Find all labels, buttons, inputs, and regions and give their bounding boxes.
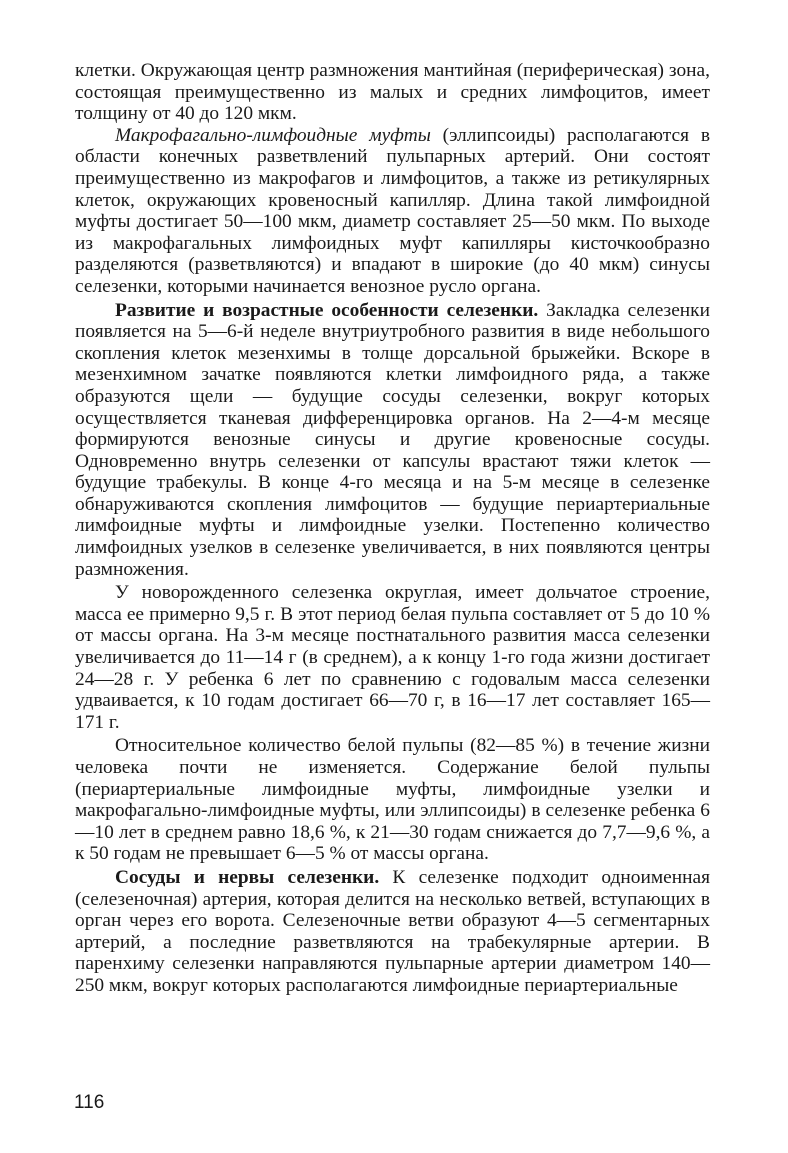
- paragraph-vessels: [75, 867, 710, 997]
- italic-term: Макрофагально-лимфоидные муфты: [115, 124, 431, 146]
- paragraph-newborn: У новорожденного селезенка округлая, имеет дольчатое строение, масса ее примерно 9,5 г. В этот период белая пульпа составляет от 5 до 10 % от массы органа. На 3-м месяце постнатального развития масса селезенки увеличивается до 11—14 г (в среднем), а к концу 1-го года жизни достигает 24—28 г. У ребенка 6 лет по сравнению с годовалым масса селезенки удваивается, к 10 годам достигает 66—70 г, в 16—17 лет составляет 165—171 г.: [75, 582, 710, 733]
- paragraph-white-pulp: Относительное количество белой пульпы (82—85 %) в течение жизни человека почти не изменяется. Содержание белой пульпы (периартериальные лимфоидные муфты, лимфоидные узелки и макрофагально-лимфоидные муфты, или эллипсоиды) в селезенке ребенка 6—10 лет в среднем равно 18,6 %, к 21—30 годам снижается до 7,7—9,6 %, а к 50 годам не превышает 6—5 % от массы органа.: [75, 735, 710, 865]
- paragraph-text: (эллипсоиды) располагаются в области конечных разветвлений пульпарных артерий. Они состоят преимущественно из макрофагов и лимфоцитов, а также из ретикулярных клеток, окружающих кровеносный капилляр. Длина такой лимфоидной муфты достигает 50—100 мкм, диаметр составляет 25—50 мкм. По выходе из макрофагальных лимфоидных муфт капилляры кисточкообразно разделяются (разветвляются) и впадают в широкие (до 40 мкм) синусы селезенки, которыми начинается венозное русло органа.: [75, 124, 710, 297]
- section-heading: Сосуды и нервы селезенки.: [115, 866, 380, 888]
- paragraph-development: [75, 300, 710, 581]
- paragraph-text: Закладка селезенки появляется на 5—6-й неделе внутриутробного развития в виде небольшого скопления клеток мезенхимы в толще дорсальной брыжейки. Вскоре в мезенхимном зачатке появляются клетки лимфоидного ряда, а также образуются щели — будущие сосуды селезенки, вокруг которых осуществляется тканевая дифференцировка органов. На 2—4-м месяце формируются венозные синусы и другие кровеносные сосуды. Одновременно внутрь селезенки от капсулы врастают тяжи клеток — будущие трабекулы. В конце 4-го месяца и на 5-м месяце в селезенке обнаруживаются скопления лимфоцитов — будущие периартериальные лимфоидные муфты и лимфоидные узелки. Постепенно количество лимфоидных узелков в селезенке увеличивается, в них появляются центры размножения.: [75, 299, 710, 580]
- paragraph-ellipsoids: [75, 125, 710, 298]
- paragraph-continuation: клетки. Окружающая центр размножения мантийная (периферическая) зона, состоящая преимущественно из малых и средних лимфоцитов, имеет толщину от 40 до 120 мкм.: [75, 60, 710, 125]
- body-text: [75, 60, 710, 997]
- paragraph-text: К селезенке подходит одноименная (селезеночная) артерия, которая делится на несколько ветвей, вступающих в орган через его ворота. Селезеночные ветви образуют 4—5 сегментарных артерий, а последние разветвляются на трабекулярные артерии. В паренхиму селезенки направляются пульпарные артерии диаметром 140—250 мкм, вокруг которых располагаются лимфоидные периартериальные: [75, 866, 710, 996]
- page-number: 116: [74, 1092, 105, 1113]
- section-heading: Развитие и возрастные особенности селезенки.: [115, 299, 539, 321]
